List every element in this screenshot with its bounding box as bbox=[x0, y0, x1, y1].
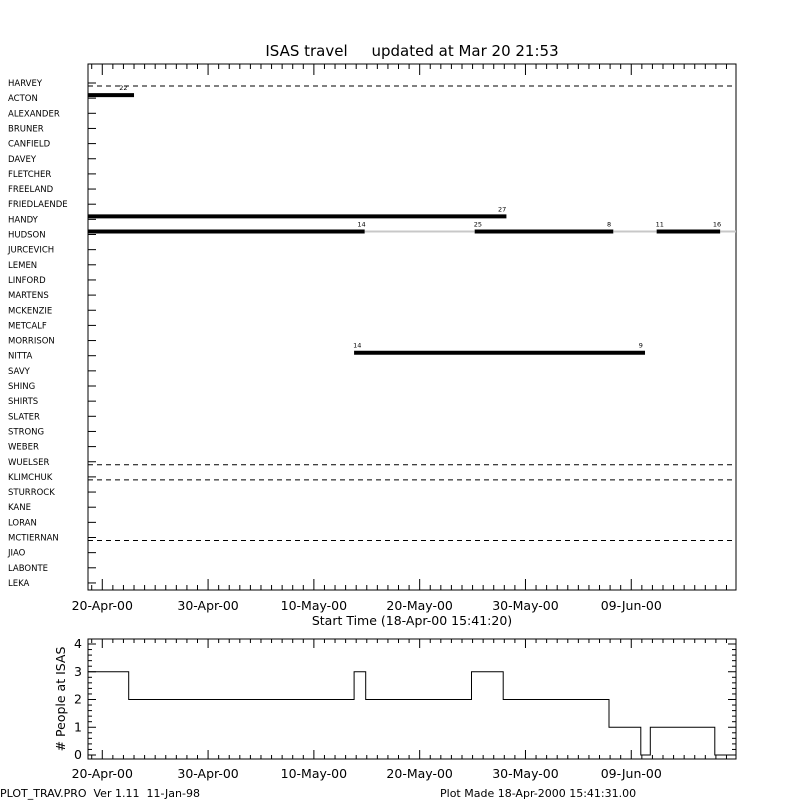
row-label-weber: WEBER bbox=[8, 442, 39, 453]
row-label-alexander: ALEXANDER bbox=[8, 109, 60, 120]
x-axis-title: Start Time (18-Apr-00 15:41:20) bbox=[311, 613, 513, 628]
y-axis-title: # People at ISAS bbox=[53, 646, 68, 752]
row-label-klimchuk: KLIMCHUK bbox=[8, 472, 53, 483]
count-x-tick-label-10-may-00: 10-May-00 bbox=[280, 766, 348, 781]
row-label-hudson: HUDSON bbox=[8, 230, 46, 241]
x-tick-label-10-may-00: 10-May-00 bbox=[280, 598, 348, 613]
travel-bars bbox=[88, 95, 720, 353]
row-label-shirts: SHIRTS bbox=[8, 397, 39, 408]
y-tick-labels bbox=[74, 636, 82, 762]
count-x-tick-label-20-may-00: 20-May-00 bbox=[386, 766, 453, 781]
x-tick-label-09-jun-00: 09-Jun-00 bbox=[600, 598, 662, 613]
row-label-fletcher: FLETCHER bbox=[8, 169, 52, 180]
x-tick-label-30-apr-00: 30-Apr-00 bbox=[177, 598, 239, 613]
row-label-handy: HANDY bbox=[8, 215, 38, 226]
row-label-jurcevich: JURCEVICH bbox=[8, 245, 55, 256]
footer-right: Plot Made 18-Apr-2000 15:41:31.00 bbox=[440, 787, 637, 800]
count-y-tick-label-3: 3 bbox=[74, 663, 82, 679]
chart-title: ISAS travel updated at Mar 20 21:53 bbox=[265, 42, 559, 60]
row-label-wuelser: WUELSER bbox=[8, 457, 50, 468]
bar-label-hudson-4-1: 16 bbox=[712, 220, 722, 229]
row-label-bruner: BRUNER bbox=[8, 124, 44, 135]
count-y-tick-label-4: 4 bbox=[74, 636, 82, 651]
gantt-plot-frame bbox=[88, 64, 736, 590]
row-label-friedlaende: FRIEDLAENDE bbox=[8, 200, 68, 211]
travel-gantt-chart bbox=[7, 42, 736, 628]
count-y-tick-label-2: 2 bbox=[74, 691, 82, 707]
row-label-jiao: JIAO bbox=[8, 548, 26, 559]
x-tick-labels bbox=[72, 598, 662, 613]
footer-left: PLOT_TRAV.PRO Ver 1.11 11-Jan-98 bbox=[0, 787, 200, 800]
count-x-tick-label-30-apr-00: 30-Apr-00 bbox=[177, 766, 239, 781]
row-label-labonte: LABONTE bbox=[8, 563, 49, 574]
row-label-davey: DAVEY bbox=[8, 154, 37, 165]
bar-label-nitta-5-1: 9 bbox=[638, 341, 643, 350]
row-label-lemen: LEMEN bbox=[8, 260, 38, 271]
x-ticks bbox=[92, 64, 727, 590]
x-tick-label-20-may-00: 20-May-00 bbox=[386, 598, 453, 613]
count-y-tick-label-1: 1 bbox=[74, 719, 82, 735]
row-label-martens: MARTENS bbox=[8, 291, 49, 302]
count-x-tick-label-09-jun-00: 09-Jun-00 bbox=[600, 766, 662, 781]
row-label-nitta: NITTA bbox=[8, 351, 33, 362]
bar-label-acton-0-0: 22 bbox=[119, 84, 128, 93]
x-tick-labels bbox=[72, 766, 662, 781]
bar-label-hudson-4-0: 11 bbox=[655, 220, 664, 229]
count-step-line bbox=[88, 672, 736, 755]
row-label-strong: STRONG bbox=[8, 427, 45, 438]
row-label-mctiernan: MCTIERNAN bbox=[8, 533, 59, 544]
x-tick-label-20-apr-00: 20-Apr-00 bbox=[71, 598, 133, 613]
row-labels bbox=[7, 79, 68, 589]
row-label-acton: ACTON bbox=[8, 94, 38, 105]
row-label-canfield: CANFIELD bbox=[8, 139, 51, 150]
row-label-mckenzie: MCKENZIE bbox=[8, 306, 53, 317]
count-x-tick-label-30-may-00: 30-May-00 bbox=[492, 766, 559, 781]
bar-label-hudson-3-1: 8 bbox=[606, 220, 612, 229]
row-label-metcalf: METCALF bbox=[8, 321, 47, 332]
count-y-tick-label-0: 0 bbox=[74, 747, 82, 762]
group-separators bbox=[88, 86, 736, 541]
count-x-tick-label-20-apr-00: 20-Apr-00 bbox=[71, 766, 133, 781]
row-ticks bbox=[88, 83, 96, 583]
row-label-kane: KANE bbox=[8, 503, 31, 514]
row-label-harvey: HARVEY bbox=[8, 79, 43, 89]
row-label-freeland: FREELAND bbox=[8, 185, 54, 196]
bar-label-hudson-2-0: 14 bbox=[357, 220, 366, 229]
row-label-leka: LEKA bbox=[8, 578, 30, 589]
row-label-sturrock: STURROCK bbox=[8, 488, 55, 499]
bar-label-hudson-3-0: 25 bbox=[473, 220, 482, 229]
bar-label-nitta-5-0: 14 bbox=[353, 341, 362, 350]
row-label-loran: LORAN bbox=[8, 518, 37, 529]
row-label-shing: SHING bbox=[8, 382, 36, 392]
x-tick-label-30-may-00: 30-May-00 bbox=[492, 598, 559, 613]
row-label-savy: SAVY bbox=[8, 366, 30, 377]
row-label-linford: LINFORD bbox=[8, 275, 46, 286]
row-label-morrison: MORRISON bbox=[8, 336, 55, 347]
row-label-slater: SLATER bbox=[8, 412, 40, 423]
bar-label-handy-1-0: 27 bbox=[498, 205, 507, 214]
people-count-chart bbox=[53, 636, 736, 781]
